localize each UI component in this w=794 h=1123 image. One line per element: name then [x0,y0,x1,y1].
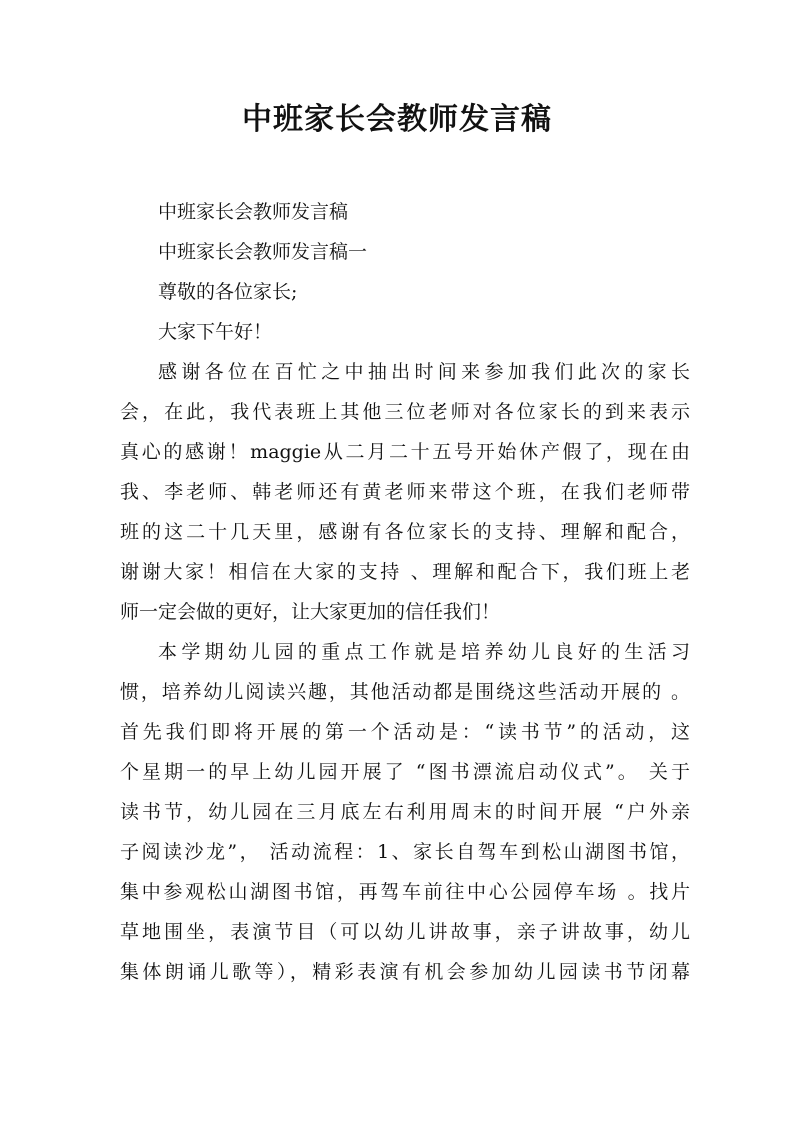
paragraph-line: 我、李老师、韩老师还有黄老师来带这个班，在我们老师带 [120,481,690,503]
paragraph-2 [120,632,690,992]
paragraph-line: 首先我们即将开展的第一个活动是：“读书节”的活动，这 [120,721,690,743]
paragraph-line: 班的这二十几天里，感谢有各位家长的支持、理解和配合， [120,521,690,543]
paragraph-line: 草地围坐，表演节目（可以幼儿讲故事，亲子讲故事，幼儿 [120,921,690,943]
paragraph-line: 集体朗诵儿歌等），精彩表演有机会参加幼儿园读书节闭幕 [120,961,690,983]
paragraph-line: 谢谢大家！相信在大家的支持 、理解和配合下，我们班上老 [120,561,690,583]
paragraph-line: 师一定会做的更好，让大家更加的信任我们！ [120,601,501,623]
subtitle-line: 中班家长会教师发言稿 [158,201,349,223]
paragraph-1 [120,352,690,632]
paragraph-line: 读书节，幼儿园在三月底左右利用周末的时间开展 “户外亲 [120,801,690,823]
paragraph-line: 惯，培养幼儿阅读兴趣，其他活动都是围绕这些活动开展的 。 [120,681,690,703]
document-title: 中班家长会教师发言稿 [242,102,552,137]
greeting-line: 大家下午好！ [158,321,273,343]
salutation-line: 尊敬的各位家长; [158,281,298,303]
paragraph-line: 本学期幼儿园的重点工作就是培养幼儿良好的生活习 [158,641,690,663]
paragraph-line: 集中参观松山湖图书馆，再驾车前往中心公园停车场 。找片 [120,881,690,903]
paragraph-line: 个星期一的早上幼儿园开展了 “图书漂流启动仪式”。 关于 [120,761,690,783]
subtitle-line: 中班家长会教师发言稿一 [158,241,368,263]
document-body [120,192,690,992]
paragraph-line: 真心的感谢！maggie从二月二十五号开始休产假了，现在由 [120,441,690,463]
paragraph-line: 感谢各位在百忙之中抽出时间来参加我们此次的家长 [158,361,690,383]
paragraph-line: 会，在此，我代表班上其他三位老师对各位家长的到来表示 [120,401,690,423]
paragraph-line: 子阅读沙龙”， 活动流程：1、家长自驾车到松山湖图书馆， [120,841,690,863]
